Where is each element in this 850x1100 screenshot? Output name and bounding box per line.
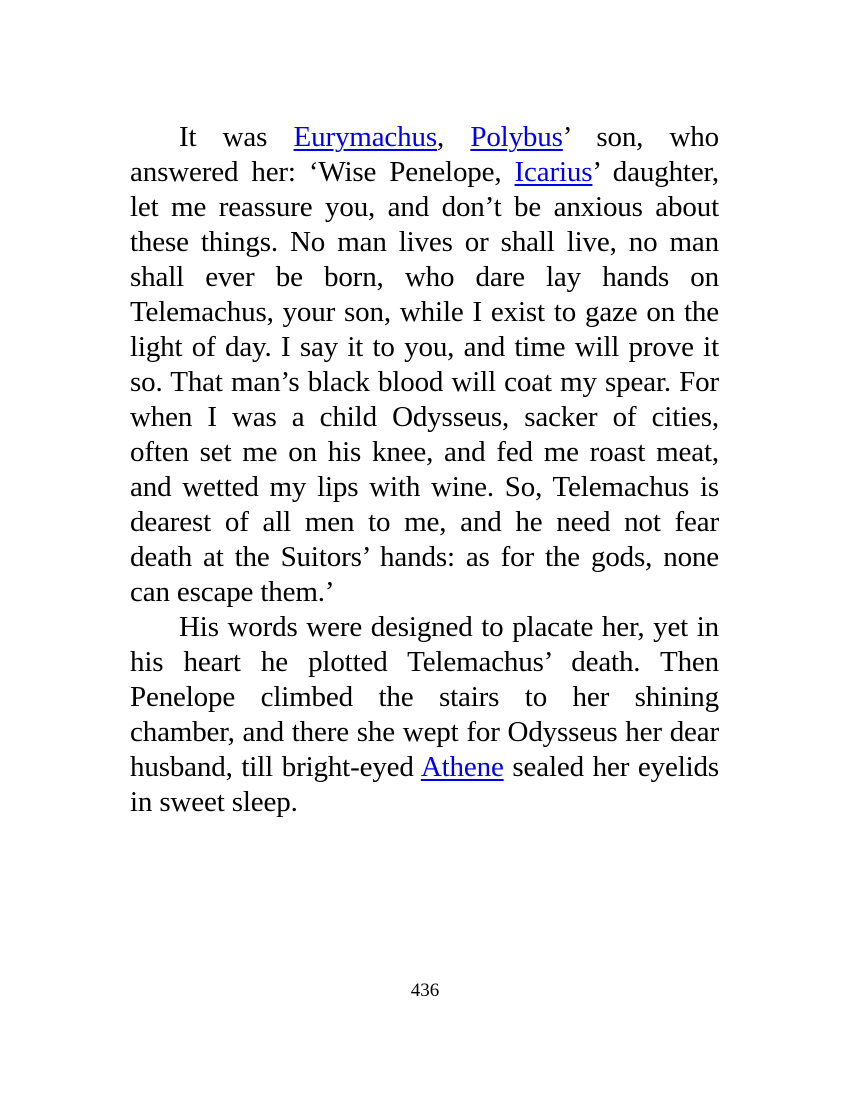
paragraph-penelope-sleeps bbox=[130, 610, 719, 820]
paragraph-lead: It was bbox=[179, 121, 268, 153]
link-eurymachus[interactable]: Eurymachus bbox=[293, 121, 437, 153]
text-after-athene: sealed her eyelids in sweet sleep. bbox=[130, 751, 720, 818]
text-after-icarius: ’ daughter, let me reassure you, and don’t be anxious about these things. No man lives or shall live, no man shall ever be born, who dare lay hands on Telemachus, your son, while I exist to gaze on the light of day. I say it to you, and time will prove it so. That man’s black blood will coat my spear. For when I was a child Odysseus, sacker of cities, often set me on his knee, and fed me roast meat, and wetted my lips with wine. So, Telemachus is dearest of all men to me, and he need not fear death at the Suitors’ hands: as for the gods, none can escape them.’ bbox=[130, 156, 720, 608]
link-icarius[interactable]: Icarius bbox=[514, 156, 593, 188]
link-polybus[interactable]: Polybus bbox=[470, 121, 563, 153]
body-text bbox=[130, 120, 719, 820]
page-number: 436 bbox=[410, 980, 440, 1001]
text-before-athene: His words were designed to placate her, yet in his heart he plotted Telemachus’ death. Then Penelope climbed the stairs to her shining chamber, and there she wept for Odysseus her dear husband, till bright-eyed bbox=[130, 611, 719, 783]
link-athene[interactable]: Athene bbox=[420, 751, 504, 783]
paragraph-eurymachus-reply bbox=[130, 120, 719, 610]
text-after-polybus: ’ son, who answered her: ‘Wise Penelope, bbox=[130, 121, 719, 188]
comma: , bbox=[437, 121, 445, 153]
